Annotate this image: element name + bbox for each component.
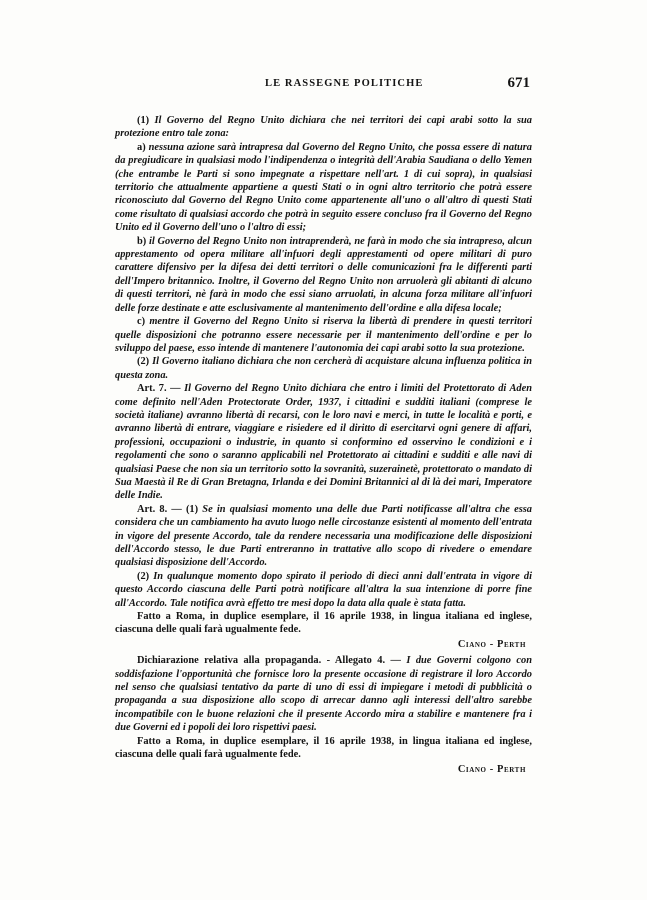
clause-a <box>115 141 532 235</box>
article-8-text: Se in qualsiasi momento una delle due Parti notificasse all'altra che essa considera che un cambiamento ha avuto luogo nelle circostanze esistenti al momento dell'entrata in vigore del presente Accordo, tale da rendere necessaria una modificazione delle disposizioni dell'Accordo stesso, le due Parti entreranno in trattative allo scopo di rivedere o emendare qualsiasi disposizione dell'Accordo. <box>115 503 532 569</box>
annex-4-declaration <box>115 654 532 734</box>
paragraph-1-lead: (1) <box>137 115 155 126</box>
article-7-lead: Art. 7. — <box>137 383 185 395</box>
article-8-clause-2-lead: (2) <box>137 570 154 582</box>
paragraph-2-text: Il Governo italiano dichiara che non cercherà di acquistare alcuna influenza politica in questa zona. <box>115 356 532 381</box>
clause-c-lead: c) <box>137 316 150 328</box>
clause-a-lead: a) <box>137 141 149 153</box>
paragraph-2 <box>115 355 532 382</box>
signing-statement-1: Fatto a Roma, in duplice esemplare, il 16 aprile 1938, in lingua italiana ed inglese, ciascuna delle quali farà ugualmente fede. <box>115 611 532 636</box>
signature-1: Ciano - Perth <box>457 638 526 650</box>
annex-4-text: I due Governi colgono con soddisfazione l'opportunità che fornisce loro la presente occasione di registrare il loro Accordo nel senso che qualsiasi tentativo da parte di uno di essi di impiegare i metodi di pubblicità o propaganda a sua disposizione allo scopo di arrecar danno agli interessi dell'altro sarebbe incompatibile con le buone relazioni che il presente Accordo mira a stabilire e mantenere fra i due Governi ed i popoli dei loro rispettivi paesi. <box>115 655 532 734</box>
signing-statement-2: Fatto a Roma, in duplice esemplare, il 16 aprile 1938, in lingua italiana ed inglese, ciascuna delle quali farà ugualmente fede. <box>115 735 532 761</box>
clause-b <box>115 235 532 315</box>
running-title: LE RASSEGNE POLITICHE <box>265 78 424 89</box>
article-7-text: Il Governo del Regno Unito dichiara che entro i limiti del Protettorato di Aden come definito nell'Aden Protectorate Order, 1937, i cittadini e sudditi italiani (comprese le società italiane) avranno libertà di recarsi, con le loro navi e merci, in tutte le località e porti, e avranno libertà di entrare, viaggiare e risiedere ed il diritto di esercitarvi ogni genere di affari, professioni, occupazioni o industrie, in quanto si conformino ed osservino le condizioni e i regolamenti che sono o saranno applicabili nel Protettorato ai cittadini e sudditi e alle navi di qualsiasi Paese che non sia un territorio sotto la sovranità, suzerainetè, protettorato o mandato di Sua Maestà il Re di Gran Bretagna, Irlanda e dei Domini Britannici al di là dei mari, Imperatore delle Indie. <box>115 383 533 502</box>
signature-2: Ciano - Perth <box>457 763 526 775</box>
running-header <box>115 75 530 96</box>
paragraph-2-lead: (2) <box>137 356 153 368</box>
paragraph-1-text: Il Governo del Regno Unito dichiara che nei territori dei capi arabi sotto la sua protezione entro tale zona: <box>115 115 532 140</box>
annex-4-lead: Dichiarazione relativa alla propaganda. - Allegato 4. — <box>137 655 407 667</box>
clause-b-lead: b) <box>137 235 149 247</box>
clause-c <box>115 315 532 355</box>
clause-a-text: nessuna azione sarà intrapresa dal Governo del Regno Unito, che possa essere di natura da pregiudicare in qualsiasi modo l'indipendenza o integrità dell'Arabia Saudiana o dello Yemen (che entrambe le Parti si sono impegnate a rispettare nell'art. 1 di cui sopra), in qualsiasi territorio che attualmente appartiene a questi Stati o in ogni altro territorio che potrà essere riconosciuto dal Governo del Regno Unito come appartenente all'uno o all'altro di questi Stati come risultato di qualsiasi accordo che potrà in seguito essere concluso fra il Governo del Regno Unito ed il Governo dell'uno o l'altro di essi; <box>115 141 532 234</box>
clause-c-text: mentre il Governo del Regno Unito si riserva la libertà di prendere in questi territori quelle disposizioni che potranno essere necessarie per il mantenimento dell'ordine e per lo sviluppo del paese, esso intende di mantenere l'autonomia dei capi arabi sotto la sua protezione. <box>115 316 533 354</box>
clause-b-text: il Governo del Regno Unito non intraprenderà, ne farà in modo che sia intrapreso, alcun apprestamento od opera militare all'infuori degli apprestamenti od opere militari di puro carattere difensivo per la difesa dei detti territori o delle comunicazioni fra le differenti parti dell'Impero britannico. Inoltre, il Governo del Regno Unito non arruolerà gli abitanti di alcuno di questi territori, nè farà in modo che essi siano arruolati, in alcuna forza militare all'infuori delle forze destinate e atte esclusivamente al mantenimento dell'ordine e alla difesa locale; <box>115 235 532 314</box>
article-7 <box>115 382 532 503</box>
page-number: 671 <box>507 75 530 91</box>
article-8 <box>115 503 532 570</box>
paragraph-1 <box>115 114 532 141</box>
article-8-clause-2 <box>115 570 532 610</box>
article-8-clause-2-text: In qualunque momento dopo spirato il periodo di dieci anni dall'entrata in vigore di questo Accordo ciascuna delle Parti potrà notificare all'altra la sua intenzione di porre fine all'Accordo. Tale notifica avrà effetto tre mesi dopo la data alla quale è stata fatta. <box>115 570 532 609</box>
article-8-lead: Art. 8. — (1) <box>137 503 203 515</box>
body-text <box>115 114 532 779</box>
